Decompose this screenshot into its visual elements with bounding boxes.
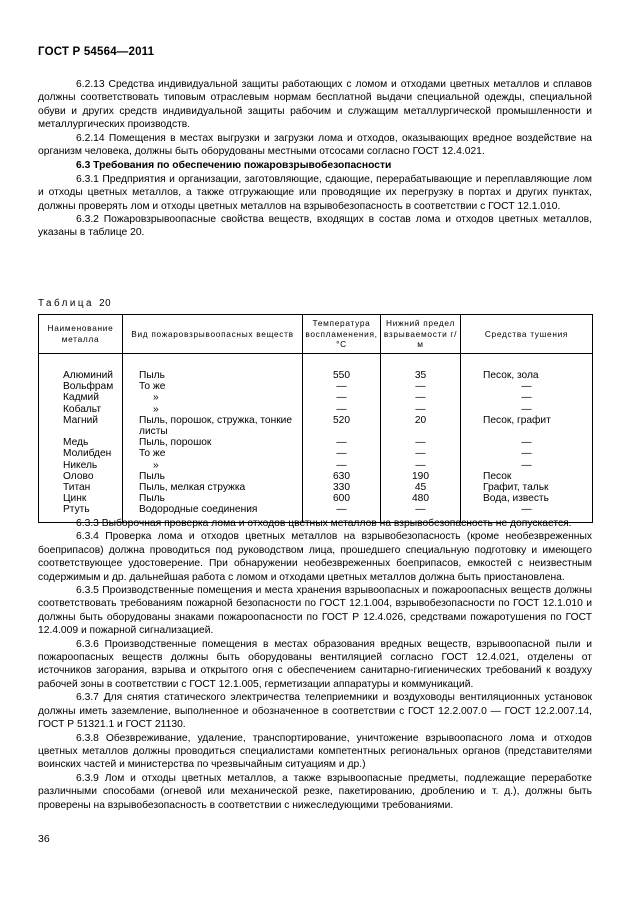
explosion-limit-cell: 480: [381, 493, 461, 504]
paragraph-6-3-3: 6.3.3 Выборочная проверка лома и отходов цветных металлов на взрывобезопасность не допускается.: [76, 518, 572, 529]
table-row: [39, 448, 593, 459]
paragraph-6-3-9: 6.3.9 Лом и отходы цветных металлов, а также взрывоопасные предметы, подлежащие переработке различными способами (огневой или механической резке, пакетированию, дроблению и т. д.), должны быть проверены на взрывобезопасность в соответствии с нижеследующими требованиями.: [38, 772, 592, 811]
paragraph-6-3-6: 6.3.6 Производственные помещения в местах образования вредных веществ, взрывоопасной пыли и пожароопасных веществ должны быть оборудованы вентиляцией согласно ГОСТ 12.4.021, отделены от источников загорания, взрыва и открытого огня с обеспечением санитарно-гигиенических требований к воздуху рабочей зоны в соответствии с ГОСТ 12.1.005, герметизации аппаратуры и коммуникаций.: [38, 638, 592, 690]
substance-cell: »: [123, 460, 303, 471]
fire-hazard-table: [38, 314, 593, 523]
metal-cell: Магний: [39, 415, 123, 437]
ignition-temp-cell: —: [303, 437, 381, 448]
substance-cell: »: [123, 392, 303, 403]
table-row: [39, 392, 593, 403]
explosion-limit-cell: —: [381, 381, 461, 392]
metal-cell: Никель: [39, 460, 123, 471]
substance-cell: Пыль, порошок, стружка, тонкие листы: [123, 415, 303, 437]
header-substance: Вид пожаровзрывоопасных веществ: [123, 315, 303, 354]
explosion-limit-cell: —: [381, 392, 461, 403]
table-row: [39, 493, 593, 504]
table-caption-word: Таблица: [38, 298, 94, 309]
header-metal: Наименование металла: [39, 315, 123, 354]
substance-cell: »: [123, 404, 303, 415]
table-body: [39, 354, 593, 523]
metal-cell: Алюминий: [39, 354, 123, 382]
ignition-temp-cell: —: [303, 392, 381, 403]
header-ignition-temp: Температура воспламенения, °С: [303, 315, 381, 354]
ignition-temp-cell: 630: [303, 471, 381, 482]
substance-cell: Пыль: [123, 471, 303, 482]
paragraph-6-3-5: 6.3.5 Производственные помещения и места хранения взрывоопасных и пожароопасных веществ должны соответствовать требованиям пожарной безопасности по ГОСТ 12.1.004, взрывобезопасности по ГОСТ 12.1.010 и должны быть оборудованы знаками пожароопасности по ГОСТ Р 12.4.026, средствами пожаротушения по ГОСТ 12.4.009 и пожарной сигнализацией.: [38, 585, 592, 637]
substance-cell: Пыль, порошок: [123, 437, 303, 448]
substance-cell: Пыль: [123, 493, 303, 504]
explosion-limit-cell: —: [381, 460, 461, 471]
metal-cell: Олово: [39, 471, 123, 482]
extinguishing-cell: —: [461, 460, 593, 471]
explosion-limit-cell: —: [381, 448, 461, 459]
table-row: [39, 471, 593, 482]
extinguishing-cell: Вода, известь: [461, 493, 593, 504]
ignition-temp-cell: 330: [303, 482, 381, 493]
metal-cell: Цинк: [39, 493, 123, 504]
explosion-limit-cell: —: [381, 504, 461, 522]
paragraph-6-3-2: 6.3.2 Пожаровзрывоопасные свойства веществ, входящих в состав лома и отходов цветных металлов, указаны в таблице 20.: [38, 214, 592, 239]
extinguishing-cell: —: [461, 392, 593, 403]
extinguishing-cell: Графит, тальк: [461, 482, 593, 493]
explosion-limit-cell: 45: [381, 482, 461, 493]
substance-cell: То же: [123, 448, 303, 459]
ignition-temp-cell: —: [303, 448, 381, 459]
table-caption-number: 20: [99, 298, 112, 309]
paragraph-6-2-14: 6.2.14 Помещения в местах выгрузки и загрузки лома и отходов, оказывающих вредное воздействие на организм человека, должны быть оборудованы местными отсосами согласно ГОСТ 12.4.021.: [38, 132, 592, 158]
explosion-limit-cell: 190: [381, 471, 461, 482]
ignition-temp-cell: —: [303, 504, 381, 522]
ignition-temp-cell: 600: [303, 493, 381, 504]
explosion-limit-cell: 35: [381, 354, 461, 382]
header-explosion-limit: Нижний предел взрываемости г/м: [381, 315, 461, 354]
ignition-temp-cell: —: [303, 404, 381, 415]
metal-cell: Титан: [39, 482, 123, 493]
ignition-temp-cell: 520: [303, 415, 381, 437]
extinguishing-cell: —: [461, 381, 593, 392]
explosion-limit-cell: 20: [381, 415, 461, 437]
ignition-temp-cell: —: [303, 460, 381, 471]
metal-cell: Кобальт: [39, 404, 123, 415]
substance-cell: Пыль: [123, 354, 303, 382]
metal-cell: Ртуть: [39, 504, 123, 522]
extinguishing-cell: —: [461, 437, 593, 448]
extinguishing-cell: —: [461, 448, 593, 459]
extinguishing-cell: —: [461, 504, 593, 522]
paragraph-6-3-7: 6.3.7 Для снятия статического электричества телеприемники и воздуховоды вентиляционных установок должны иметь заземление, выполненное и обозначенное в соответствии с ГОСТ 12.2.007.0 — ГОСТ 12.2.007.14, ГОСТ Р 51321.1 и ГОСТ 21130.: [38, 692, 592, 731]
paragraph-6-2-13: 6.2.13 Средства индивидуальной защиты работающих с ломом и отходами цветных металлов и сплавов должны соответствовать типовым отраслевым нормам бесплатной выдачи специальной одежды, специальной обуви и других средств индивидуальной защиты рабочим и служащим металлургической промышленности и металлургических производств.: [38, 79, 592, 131]
table-row: [39, 404, 593, 415]
metal-cell: Медь: [39, 437, 123, 448]
page-number: 36: [38, 833, 50, 845]
table-row: [39, 437, 593, 448]
substance-cell: Пыль, мелкая стружка: [123, 482, 303, 493]
table-row: [39, 415, 593, 437]
explosion-limit-cell: —: [381, 437, 461, 448]
extinguishing-cell: —: [461, 404, 593, 415]
bottom-text-block: [38, 517, 592, 812]
table-row: [39, 381, 593, 392]
top-text-block: [38, 78, 592, 240]
metal-cell: Кадмий: [39, 392, 123, 403]
table-caption: [38, 298, 111, 309]
table-header-row: [39, 315, 593, 354]
ignition-temp-cell: 550: [303, 354, 381, 382]
section-heading: 6.3 Требования по обеспечению пожаровзрывобезопасности: [76, 160, 392, 172]
paragraph-6-3-4: 6.3.4 Проверка лома и отходов цветных металлов на взрывобезопасность (кроме необезвреженных боеприпасов) должна проводиться под руководством лица, прошедшего специальную подготовку и имеющего соответствующее удостоверение. При обнаружении необезвреженных боеприпасов, емкостей с неизвестным содержимым и др. дальнейшая работа с ломом и отходами цветных металлов должна быть приостановлена.: [38, 531, 592, 583]
table-row: [39, 354, 593, 382]
table-row: [39, 460, 593, 471]
paragraph-6-3-1: 6.3.1 Предприятия и организации, заготовляющие, сдающие, перерабатывающие и переплавляющие лом и отходы цветных металлов, а также отгружающие или проводящие их перегрузку в портах и других пунктах, должны проверять лом и отходы цветных металлов на взрывобезопасность в соответствии с ГОСТ 12.1.010.: [38, 173, 592, 212]
extinguishing-cell: Песок: [461, 471, 593, 482]
metal-cell: Вольфрам: [39, 381, 123, 392]
explosion-limit-cell: —: [381, 404, 461, 415]
document-header: ГОСТ Р 54564—2011: [38, 46, 155, 58]
substance-cell: Водородные соединения: [123, 504, 303, 522]
ignition-temp-cell: —: [303, 381, 381, 392]
header-extinguishing: Средства тушения: [461, 315, 593, 354]
substance-cell: То же: [123, 381, 303, 392]
extinguishing-cell: Песок, графит: [461, 415, 593, 437]
paragraph-6-3-8: 6.3.8 Обезвреживание, удаление, транспортирование, уничтожение взрывоопасного лома и отходов цветных металлов должны проводиться специалистами компетентных региональных органов (представителями воинских частей и министерства по чрезвычайным ситуациям и др.): [38, 732, 592, 771]
metal-cell: Молибден: [39, 448, 123, 459]
extinguishing-cell: Песок, зола: [461, 354, 593, 382]
table-row: [39, 482, 593, 493]
